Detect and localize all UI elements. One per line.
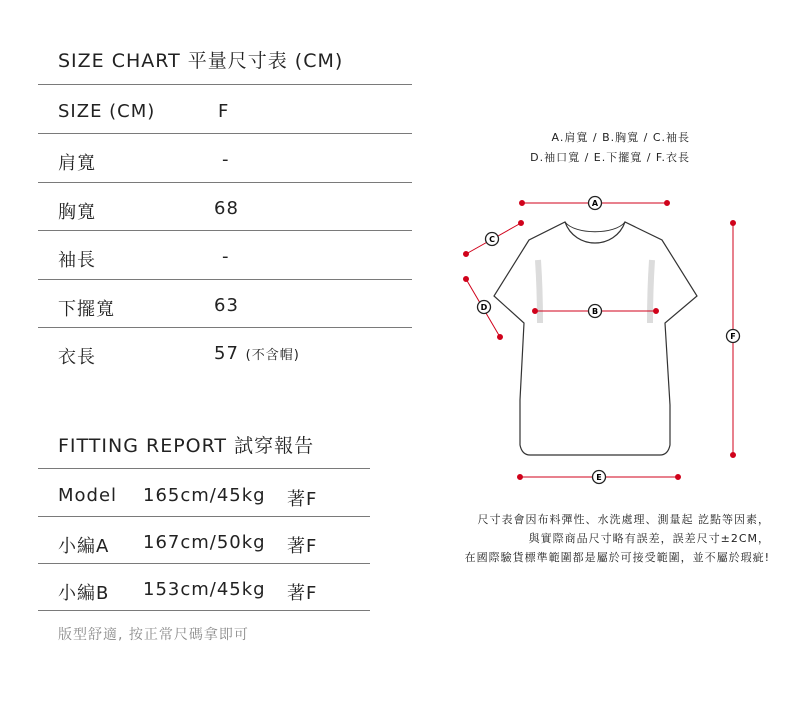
marker-c [486, 233, 499, 246]
row-length-value: 57 (不含帽) [214, 343, 300, 364]
fit-row-size: 著F [287, 489, 318, 510]
svg-text:E: E [596, 473, 602, 482]
row-hem-label: 下擺寬 [58, 299, 115, 320]
size-header-label: SIZE (CM) [58, 101, 156, 122]
svg-text:D: D [480, 303, 488, 312]
row-shoulder-label: 肩寬 [58, 153, 96, 174]
row-hem-value: 63 [214, 295, 239, 316]
fit-row-size: 著F [287, 583, 318, 604]
marker-e [593, 471, 606, 484]
marker-d [478, 301, 491, 314]
row-sleeve-label: 袖長 [58, 250, 96, 271]
note-line-1: 尺寸表會因布料彈性、水洗處理、測量起 訖點等因素， [477, 513, 770, 526]
note-line-2: 與實際商品尺寸略有誤差，誤差尺寸±2CM， [528, 532, 770, 545]
fitting-report-title: FITTING REPORT 試穿報告 [58, 435, 315, 457]
fit-row-name: 小編B [58, 583, 110, 604]
svg-text:F: F [730, 332, 736, 341]
fit-row-name: Model [58, 485, 118, 506]
size-header-value: F [218, 101, 230, 122]
svg-text:A: A [591, 199, 599, 208]
row-shoulder-value: - [222, 149, 230, 170]
row-chest-label: 胸寬 [58, 202, 96, 223]
fit-row-name: 小編A [58, 536, 110, 557]
fit-row-measure: 153cm/45kg [143, 579, 266, 600]
tshirt-collar [565, 222, 625, 232]
marker-b [589, 305, 602, 318]
marker-f [727, 330, 740, 343]
fit-row-measure: 165cm/45kg [143, 485, 266, 506]
fit-row-measure: 167cm/50kg [143, 532, 266, 553]
svg-text:C: C [489, 235, 495, 244]
legend-line-2: D.袖口寬 / E.下擺寬 / F.衣長 [530, 151, 690, 164]
svg-text:B: B [591, 307, 599, 316]
legend-line-1: A.肩寬 / B.胸寬 / C.袖長 [551, 131, 690, 144]
row-length-label: 衣長 [58, 347, 96, 368]
fit-row-size: 著F [287, 536, 318, 557]
size-chart-title: SIZE CHART 平量尺寸表 (CM) [58, 50, 344, 72]
note-line-3: 在國際驗貨標準範圍都是屬於可接受範圍，並不屬於瑕疵! [464, 551, 770, 564]
row-sleeve-value: - [222, 246, 230, 267]
marker-a [589, 197, 602, 210]
fitting-footnote: 版型舒適, 按正常尺碼拿即可 [58, 627, 249, 643]
tshirt-outline [494, 222, 697, 455]
row-length-note: (不含帽) [245, 348, 300, 363]
row-chest-value: 68 [214, 198, 239, 219]
